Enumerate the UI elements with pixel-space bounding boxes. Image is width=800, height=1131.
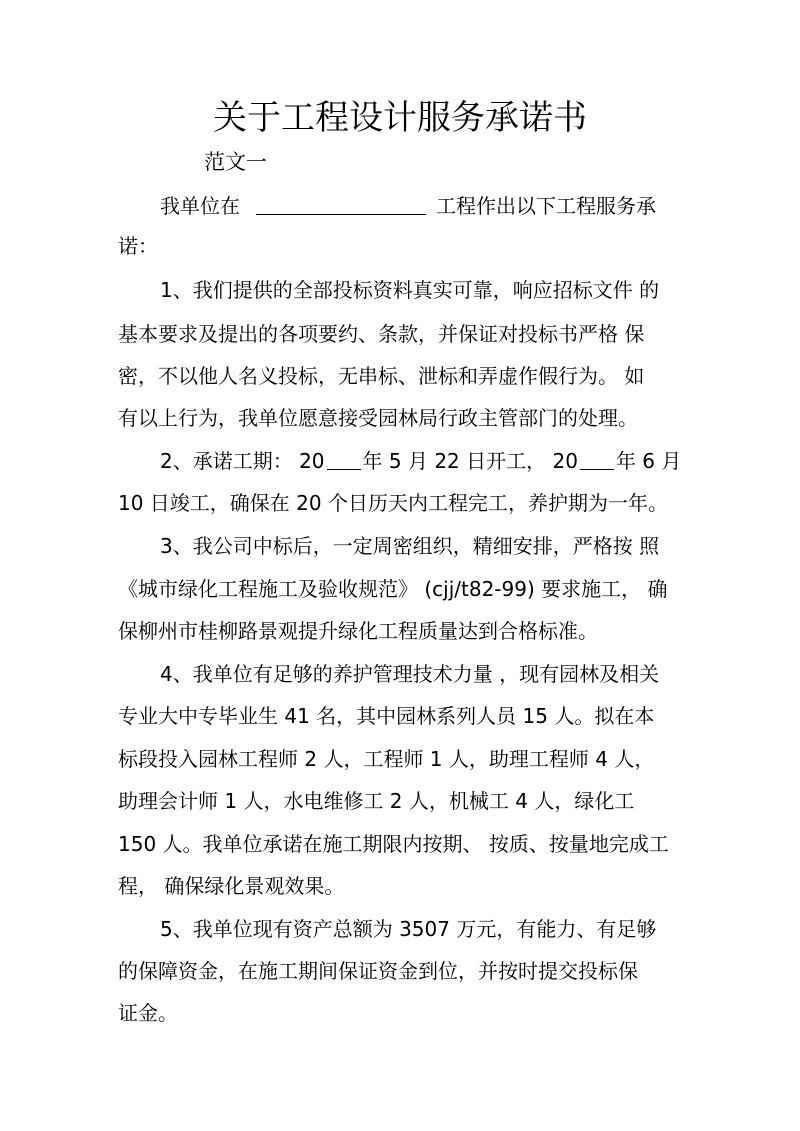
intro-text-a: 我单位在 bbox=[160, 194, 240, 218]
paragraph-2-line-2: 10 日竣工，确保在 20 个日历天内工程完工，养护期为一年。 bbox=[118, 491, 668, 515]
p2-text-a: 2、承诺工期： 20 bbox=[160, 449, 325, 473]
paragraph-5-line-3: 证金。 bbox=[118, 1001, 178, 1025]
p2-text-c: 年 6 月 bbox=[615, 449, 682, 473]
paragraph-4-line-4: 助理会计师 1 人，水电维修工 2 人，机械工 4 人，绿化工 bbox=[118, 789, 635, 813]
document-subtitle: 范文一 bbox=[204, 150, 267, 174]
intro-line-1 bbox=[160, 186, 656, 226]
paragraph-3-line-2: 《城市绿化工程施工及验收规范》 (cjj/t82-99) 要求施工， 确 bbox=[118, 577, 668, 601]
paragraph-1-line-4: 有以上行为，我单位愿意接受园林局行政主管部门的处理。 bbox=[118, 406, 638, 430]
paragraph-1-line-3: 密，不以他人名义投标，无串标、泄标和弄虚作假行为。 如 bbox=[118, 364, 645, 388]
paragraph-3-line-1: 3、我公司中标后，一定周密组织，精细安排，严格按 照 bbox=[160, 534, 660, 558]
p2-text-b: 年 5 月 22 日开工， 20 bbox=[362, 449, 578, 473]
intro-line-2: 诺： bbox=[118, 234, 158, 258]
paragraph-4-line-3: 标段投入园林工程师 2 人，工程师 1 人，助理工程师 4 人， bbox=[118, 747, 655, 771]
paragraph-1-line-1: 1、我们提供的全部投标资料真实可靠，响应招标文件 的 bbox=[160, 278, 660, 302]
project-name-blank bbox=[256, 190, 426, 215]
paragraph-4-line-6: 程， 确保绿化景观效果。 bbox=[118, 874, 345, 898]
year-blank-start bbox=[327, 447, 361, 470]
paragraph-4-line-2: 专业大中专毕业生 41 名，其中园林系列人员 15 人。拟在本 bbox=[118, 704, 655, 728]
intro-text-b: 工程作出以下工程服务承 bbox=[436, 194, 656, 218]
paragraph-4-line-5: 150 人。我单位承诺在施工期限内按期、 按质、按量地完成工 bbox=[118, 832, 669, 856]
document-title: 关于工程设计服务承诺书 bbox=[213, 98, 587, 138]
paragraph-1-line-2: 基本要求及提出的各项要约、条款，并保证对投标书严格 保 bbox=[118, 322, 645, 346]
year-blank-end bbox=[580, 447, 614, 470]
paragraph-5-line-2: 的保障资金，在施工期间保证资金到位，并按时提交投标保 bbox=[118, 959, 638, 983]
paragraph-2-line-1 bbox=[160, 441, 681, 481]
paragraph-4-line-1: 4、我单位有足够的养护管理技术力量 ，现有园林及相关 bbox=[160, 662, 660, 686]
paragraph-5-line-1: 5、我单位现有资产总额为 3507 万元，有能力、有足够 bbox=[160, 917, 657, 941]
paragraph-3-line-3: 保柳州市桂柳路景观提升绿化工程质量达到合格标准。 bbox=[118, 619, 598, 643]
